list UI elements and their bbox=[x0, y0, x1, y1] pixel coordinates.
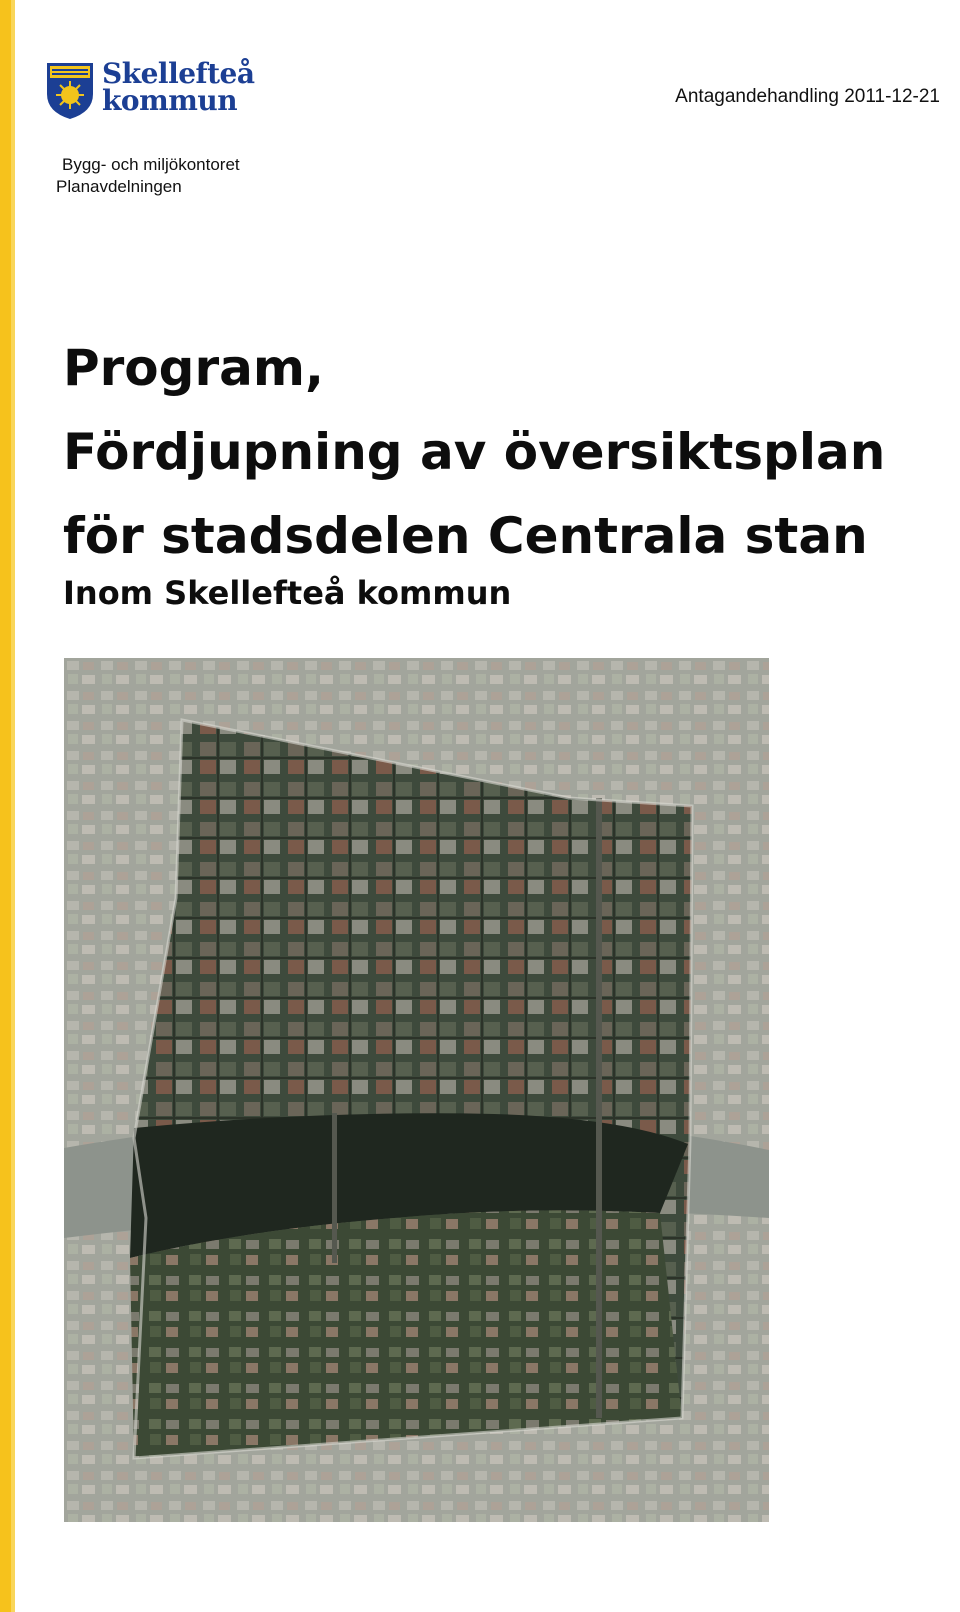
title-line3: för stadsdelen Centrala stan bbox=[63, 507, 868, 565]
logo-wordmark-line2: kommun bbox=[102, 84, 238, 117]
skelleftea-logo bbox=[46, 57, 255, 124]
department-line2: Planavdelningen bbox=[56, 177, 182, 196]
logo-wordmark-line1: Skellefteå bbox=[102, 57, 255, 90]
aerial-photo-map-icon bbox=[64, 658, 769, 1522]
subtitle: Inom Skellefteå kommun bbox=[63, 574, 512, 612]
document-status: Antagandehandling 2011-12-21 bbox=[675, 86, 940, 107]
cover-aerial-photo bbox=[64, 658, 769, 1522]
yellow-side-stripe bbox=[0, 0, 15, 1612]
page-title bbox=[63, 326, 885, 578]
department bbox=[56, 154, 240, 198]
title-line1: Program, bbox=[63, 339, 324, 397]
title-line2: Fördjupning av översiktsplan bbox=[63, 423, 886, 481]
skelleftea-coat-of-arms-icon bbox=[46, 62, 94, 120]
department-line1: Bygg- och miljökontoret bbox=[62, 155, 240, 174]
